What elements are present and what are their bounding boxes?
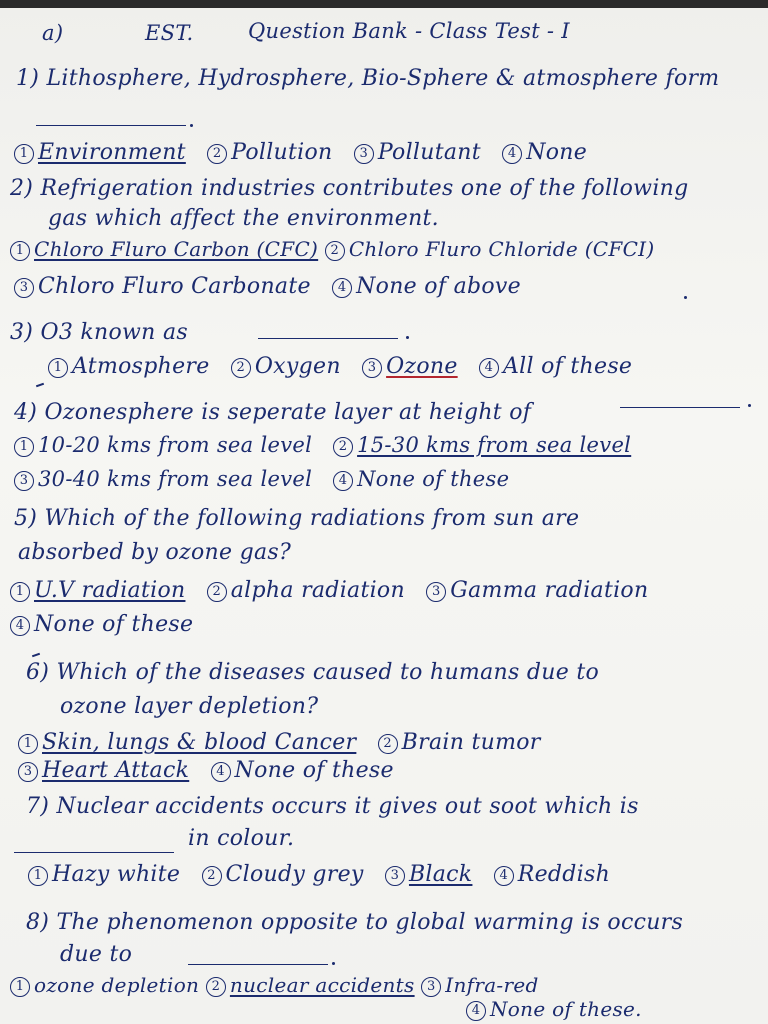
option-number-circle: 3	[362, 358, 382, 378]
option-number-circle: 1	[48, 358, 68, 378]
question-text: gas which affect the environment.	[48, 206, 439, 231]
option: Brain tumor	[401, 730, 541, 755]
question-8-continued	[60, 942, 132, 968]
question-text: Refrigeration industries contributes one of the following	[40, 176, 689, 201]
option: Chloro Fluro Chloride (CFCI)	[348, 237, 655, 261]
question-4-options-row1	[14, 432, 631, 458]
question-3-options	[48, 354, 632, 380]
option-number-circle: 4	[479, 358, 499, 378]
option-number-circle: 4	[333, 471, 353, 491]
question-text: due to	[60, 942, 133, 967]
option: None of above	[356, 274, 521, 299]
question-7	[26, 794, 639, 820]
option-number-circle: 2	[325, 241, 345, 261]
option-number-circle: 1	[14, 144, 34, 164]
question-text: Which of the following radiations from sun are	[44, 506, 580, 531]
question-2-options-row2	[14, 274, 521, 300]
answer-blank	[14, 852, 174, 853]
option: All of these	[502, 354, 633, 379]
question-2-continued	[48, 206, 439, 232]
option-number-circle: 3	[18, 762, 38, 782]
header-subject: EST.	[145, 21, 194, 45]
option: Hazy white	[52, 862, 181, 887]
question-6-options-row2	[18, 758, 394, 784]
question-2	[10, 176, 689, 202]
option-marked: Black	[408, 862, 473, 887]
scan-edge	[0, 0, 768, 8]
option: Heart Attack	[42, 758, 190, 783]
option: None of these	[357, 467, 510, 491]
question-6	[26, 660, 599, 686]
option-number-circle: 4	[10, 616, 30, 636]
question-8-options-row1	[10, 972, 539, 998]
option: 30-40 kms from sea level	[38, 467, 313, 491]
option: Infra-red	[445, 973, 539, 997]
question-5-options-row2	[10, 612, 193, 638]
option-number-circle: 1	[18, 734, 38, 754]
option-number-circle: 1	[10, 977, 30, 997]
question-text: absorbed by ozone gas?	[18, 540, 292, 565]
option-number-circle: 2	[333, 437, 353, 457]
option-number-circle: 4	[211, 762, 231, 782]
question-text: ozone layer depletion?	[60, 694, 319, 719]
question-1-options	[14, 140, 587, 166]
question-text: The phenomenon opposite to global warming is occurs	[56, 910, 684, 935]
option-marked: Ozone	[386, 354, 458, 379]
answer-blank	[258, 338, 398, 339]
option: Reddish	[517, 862, 611, 887]
question-number: 2)	[10, 176, 34, 201]
question-number: 8)	[26, 910, 50, 935]
option-number-circle: 2	[231, 358, 251, 378]
question-3	[10, 320, 188, 346]
blank-dot	[332, 962, 335, 965]
question-number: 6)	[26, 660, 50, 685]
option-number-circle: 2	[207, 144, 227, 164]
option-number-circle: 1	[14, 437, 34, 457]
option-marked: U.V radiation	[34, 578, 186, 603]
option: None	[526, 140, 588, 165]
option: ozone depletion	[34, 973, 200, 997]
option: None of these	[234, 758, 394, 783]
option-number-circle: 2	[207, 582, 227, 602]
question-number: 1)	[16, 66, 40, 91]
question-6-options-row1	[18, 730, 541, 756]
option-number-circle: 3	[354, 144, 374, 164]
question-6-continued	[60, 694, 318, 720]
option-number-circle: 2	[378, 734, 398, 754]
answer-blank	[188, 964, 328, 965]
question-4-options-row2	[14, 466, 509, 492]
option-number-circle: 2	[202, 866, 222, 886]
option-number-circle: 1	[10, 582, 30, 602]
question-text: Lithosphere, Hydrosphere, Bio-Sphere & atmosphere form	[46, 66, 720, 91]
question-number: 3)	[10, 320, 34, 345]
question-2-options-row1	[10, 236, 654, 262]
margin-dot	[684, 296, 687, 299]
option: Atmosphere	[72, 354, 210, 379]
question-text: Nuclear accidents occurs it gives out soot which is	[56, 794, 639, 819]
option-number-circle: 4	[502, 144, 522, 164]
question-text: in colour.	[188, 826, 295, 851]
option-marked: Environment	[38, 140, 186, 165]
option: 10-20 kms from sea level	[38, 433, 313, 457]
option-marked: Skin, lungs & blood Cancer	[42, 730, 357, 755]
option-marked: nuclear accidents	[229, 973, 415, 997]
question-8	[26, 910, 683, 936]
question-4	[14, 400, 531, 426]
option: alpha radiation	[230, 578, 405, 603]
option-number-circle: 4	[494, 866, 514, 886]
answer-blank	[620, 407, 740, 408]
question-text: Which of the diseases caused to humans due to	[56, 660, 600, 685]
question-5	[14, 506, 579, 532]
option: Cloudy grey	[225, 862, 364, 887]
option-number-circle: 2	[206, 977, 226, 997]
question-7-options	[28, 862, 610, 888]
answer-blank	[36, 125, 186, 126]
option-number-circle: 3	[385, 866, 405, 886]
blank-dot	[406, 336, 409, 339]
question-number: 4)	[14, 400, 38, 425]
option-number-circle: 3	[14, 471, 34, 491]
option: None of these.	[490, 997, 642, 1021]
blank-dot	[748, 404, 751, 407]
option-number-circle: 1	[10, 241, 30, 261]
question-5-continued	[18, 540, 291, 566]
page-title: Question Bank - Class Test - I	[248, 19, 570, 43]
question-number: 7)	[26, 794, 50, 819]
option: Chloro Fluro Carbonate	[38, 274, 311, 299]
question-number: 5)	[14, 506, 38, 531]
option-number-circle: 3	[421, 977, 441, 997]
question-5-options-row1	[10, 578, 648, 604]
option-number-circle: 1	[28, 866, 48, 886]
option-number-circle: 4	[466, 1001, 486, 1021]
option: Oxygen	[254, 354, 341, 379]
option-marked: 15-30 kms from sea level	[357, 433, 632, 457]
option: None of these	[34, 612, 194, 637]
option: Gamma radiation	[450, 578, 649, 603]
header-label: a)	[42, 21, 64, 45]
option-marked: Chloro Fluro Carbon (CFC)	[34, 237, 319, 261]
question-7-continued	[188, 826, 294, 852]
question-text: Ozonesphere is seperate layer at height of	[44, 400, 532, 425]
option: Pollution	[231, 140, 333, 165]
question-1	[16, 66, 719, 92]
option-number-circle: 4	[332, 278, 352, 298]
question-8-options-row2	[466, 996, 642, 1022]
option-number-circle: 3	[14, 278, 34, 298]
option: Pollutant	[377, 140, 481, 165]
question-text: O3 known as	[40, 320, 188, 345]
blank-dot	[190, 124, 193, 127]
option-number-circle: 3	[426, 582, 446, 602]
